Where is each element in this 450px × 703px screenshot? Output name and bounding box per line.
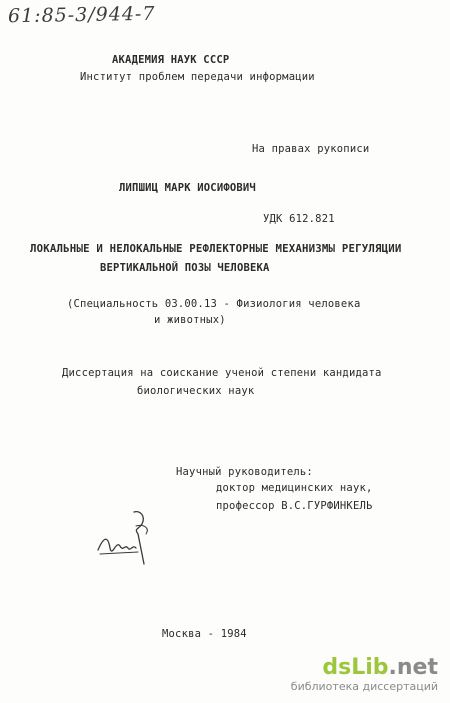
supervisor-name: профессор В.С.ГУРФИНКЕЛЬ [216,500,373,512]
institute-name: Институт проблем передачи информации [80,71,315,83]
degree-statement-line-1: Диссертация на соискание ученой степени кандидата [62,367,382,379]
udk-code: УДК 612.821 [263,213,335,225]
dissertation-title-line-2: ВЕРТИКАЛЬНОЙ ПОЗЫ ЧЕЛОВЕКА [100,262,270,274]
dslib-watermark [291,656,438,693]
dslib-logo [291,656,438,680]
degree-statement-line-2: биологических наук [137,385,255,397]
logo-domain: .net [388,655,438,680]
dissertation-title-line-1: ЛОКАЛЬНЫЕ И НЕЛОКАЛЬНЫЕ РЕФЛЕКТОРНЫЕ МЕХАНИЗМЫ РЕГУЛЯЦИИ [30,242,402,255]
author-name: ЛИПШИЦ МАРК ИОСИФОВИЧ [119,182,256,194]
academy-heading: АКАДЕМИЯ НАУК СССР [112,54,230,66]
specialty-line-1: (Специальность 03.00.13 - Физиология человека [67,298,361,310]
dslib-subtitle: библиотека диссертаций [290,680,438,693]
supervisor-label: Научный руководитель: [176,466,313,478]
handwritten-signature [94,506,164,570]
supervisor-degree: доктор медицинских наук, [216,482,373,494]
archive-mark: 61:85-3/944-7 [7,2,156,28]
logo-main: dsLib [322,655,389,680]
manuscript-note: На правах рукописи [252,143,370,155]
specialty-line-2: и животных) [154,314,226,326]
city-and-year: Москва - 1984 [162,628,247,640]
